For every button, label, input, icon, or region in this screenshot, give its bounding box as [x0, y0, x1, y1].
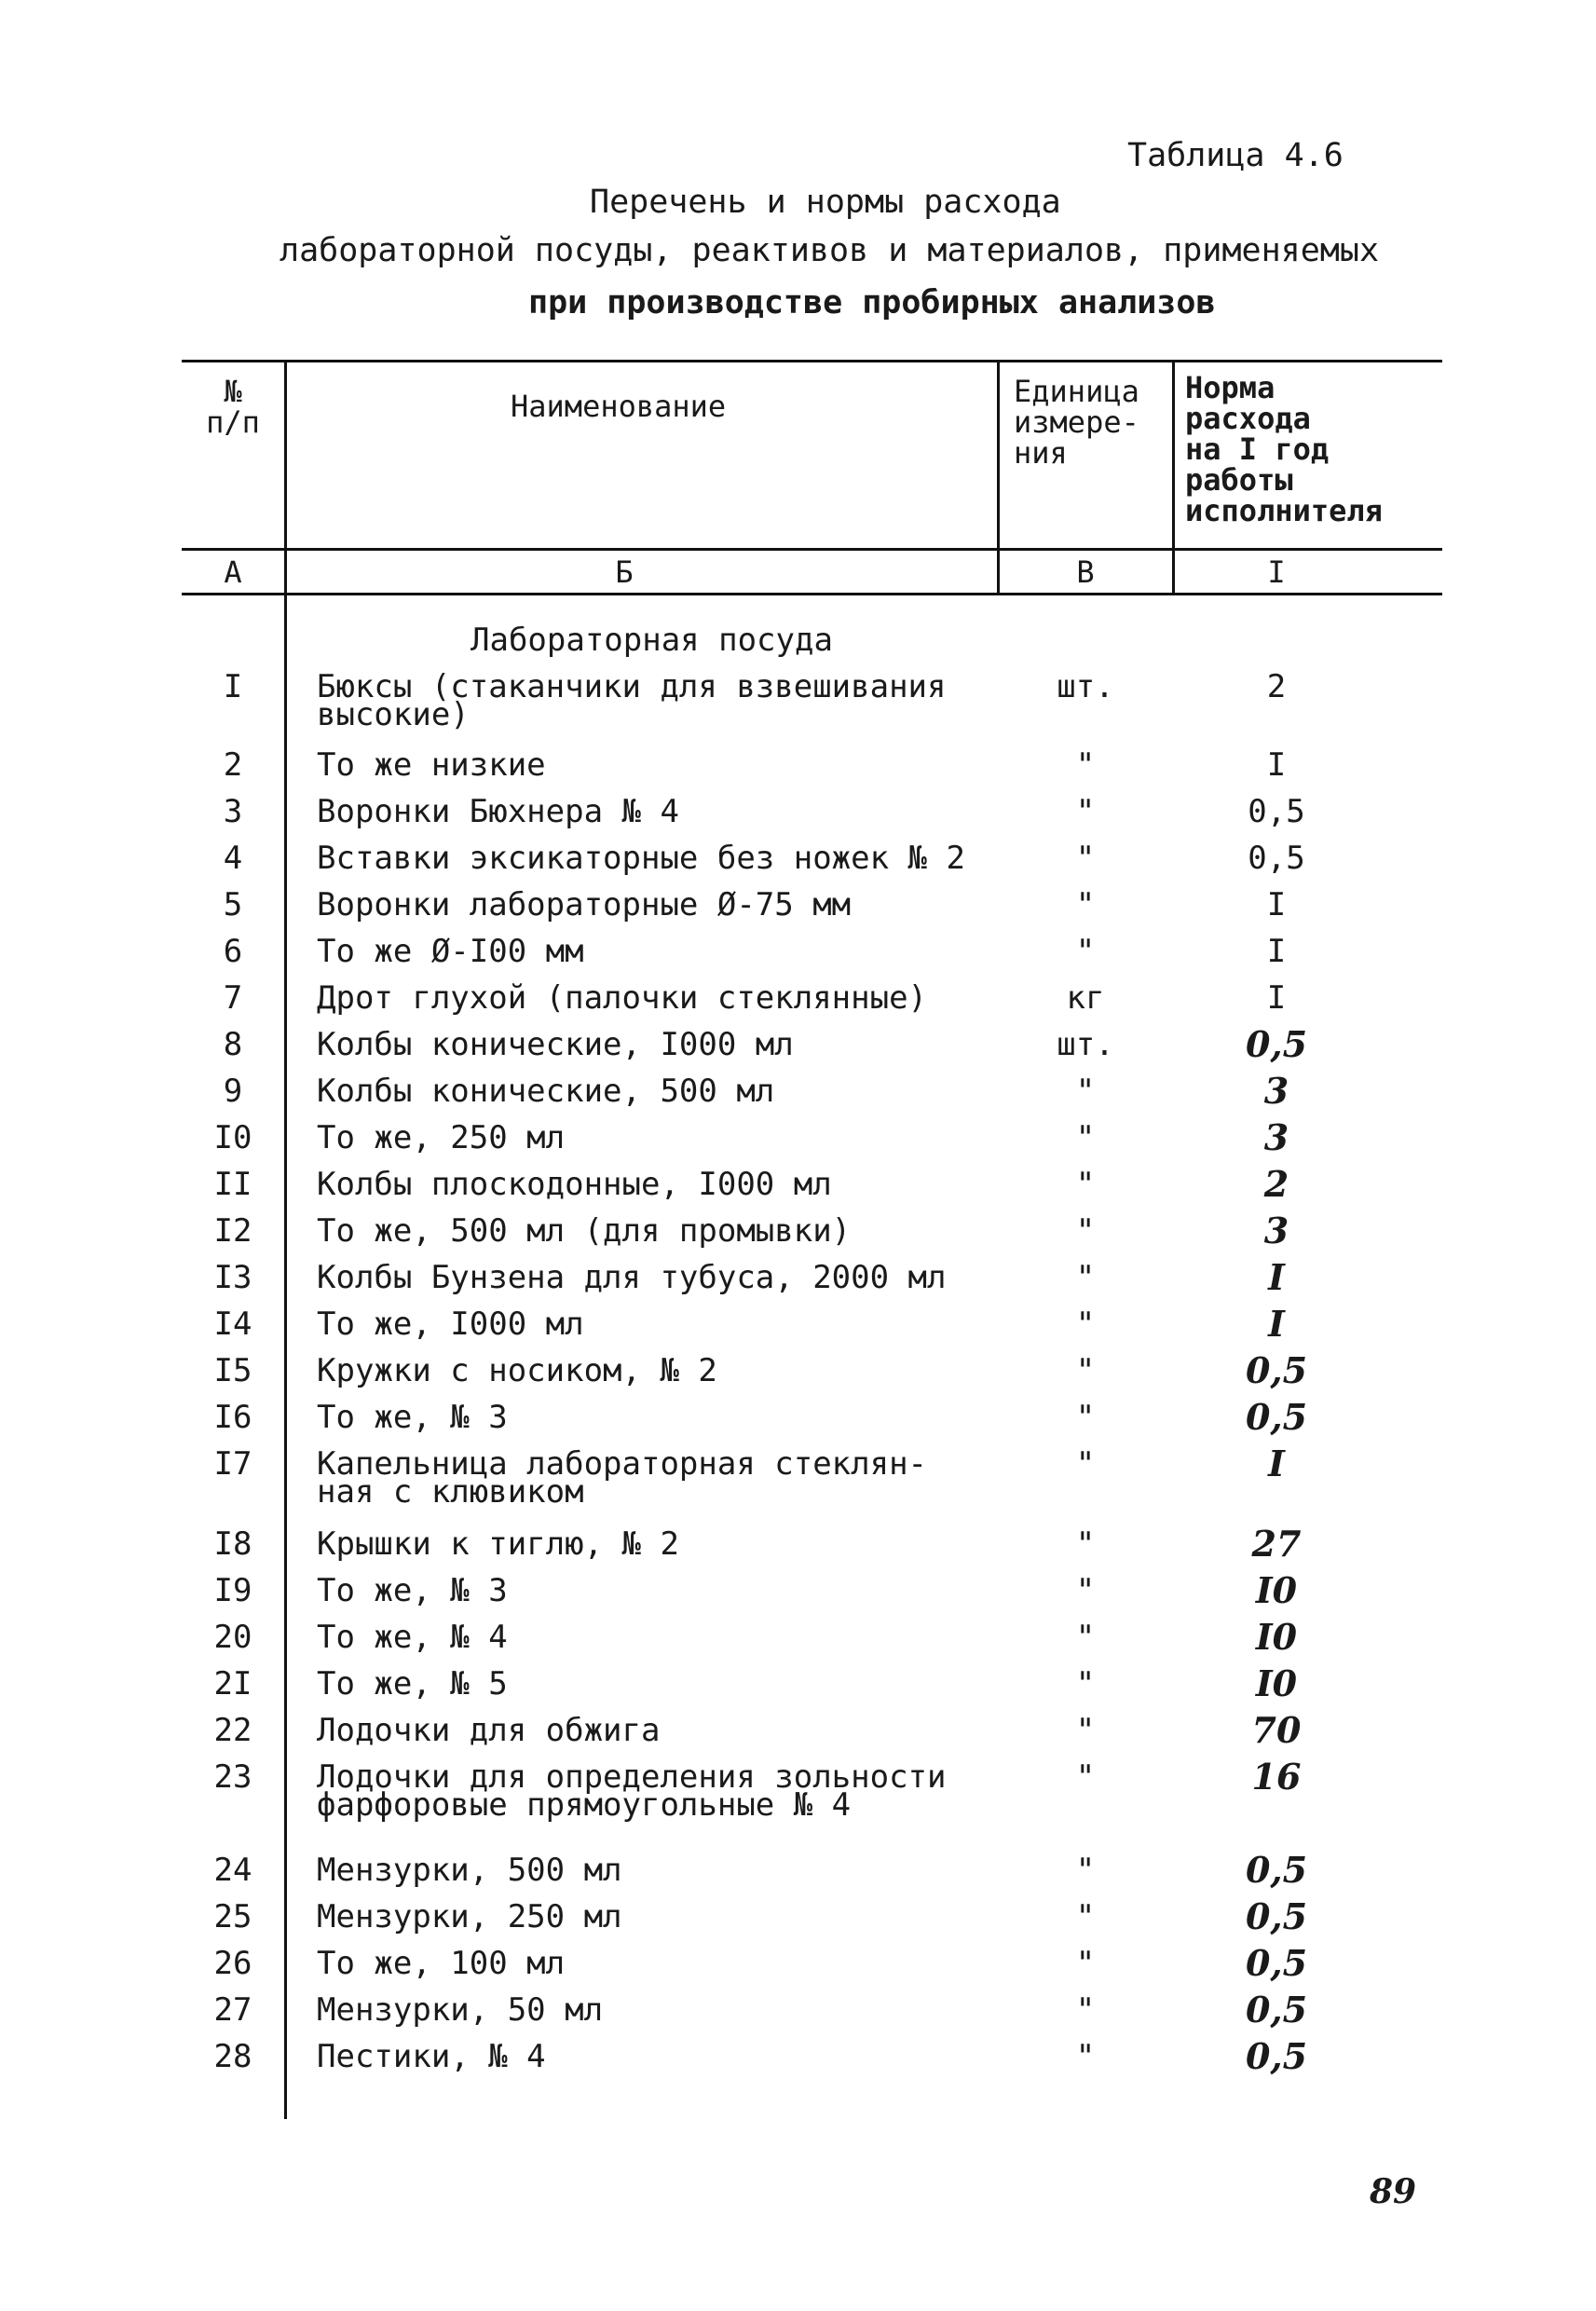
- row-name: Колбы Бунзена для тубуса, 2000 мл: [317, 1259, 947, 1296]
- row-norm: 0,5: [1245, 1023, 1308, 1065]
- row-number: I6: [213, 1399, 252, 1436]
- row-norm: I0: [1255, 1569, 1298, 1611]
- row-norm: 2: [1263, 1163, 1289, 1205]
- row-name: То же, I000 мл: [317, 1306, 584, 1343]
- row-number: II: [213, 1166, 252, 1203]
- row-number: 3: [223, 793, 243, 830]
- row-unit: ": [1075, 1945, 1096, 1982]
- row-name: Мензурки, 50 мл: [317, 1991, 604, 2029]
- row-name-continued: фарфоровые прямоугольные № 4: [317, 1786, 852, 1824]
- code-name: Б: [615, 554, 634, 590]
- row-norm: I: [1266, 746, 1287, 784]
- row-norm: I: [1266, 886, 1287, 923]
- row-number: 27: [213, 1991, 252, 2029]
- header-bottom-rule: [182, 548, 1442, 551]
- row-unit: ": [1075, 840, 1096, 877]
- row-norm: 2: [1266, 668, 1287, 705]
- row-unit: шт.: [1057, 1026, 1114, 1063]
- row-norm: I: [1266, 933, 1287, 970]
- row-name: Колбы плоскодонные, I000 мл: [317, 1166, 832, 1203]
- row-unit: шт.: [1057, 668, 1114, 705]
- row-unit: ": [1075, 1306, 1096, 1343]
- row-number: I9: [213, 1572, 252, 1609]
- table-title-line1: Перечень и нормы расхода: [590, 184, 1061, 221]
- row-unit: ": [1075, 746, 1096, 784]
- row-number: I0: [213, 1119, 252, 1156]
- row-unit: ": [1075, 933, 1096, 970]
- row-number: I4: [213, 1306, 252, 1343]
- row-norm: 0,5: [1248, 840, 1305, 877]
- row-number: 8: [223, 1026, 243, 1063]
- row-name: Вставки эксикаторные без ножек № 2: [317, 840, 965, 877]
- row-norm: I: [1268, 1303, 1285, 1345]
- row-unit: ": [1075, 1352, 1096, 1389]
- table-title-line3: при производстве пробирных анализов: [528, 284, 1216, 321]
- row-number: 22: [213, 1712, 252, 1749]
- row-name: Мензурки, 500 мл: [317, 1852, 622, 1889]
- row-name: То же, № 3: [317, 1399, 508, 1436]
- row-unit: ": [1075, 1665, 1096, 1702]
- row-name: Колбы конические, I000 мл: [317, 1026, 794, 1063]
- row-number: 7: [223, 979, 243, 1017]
- section-title: Лабораторная посуда: [471, 622, 833, 659]
- code-unit: В: [1076, 554, 1095, 590]
- row-norm: 0,5: [1245, 1895, 1308, 1937]
- row-name: То же, № 5: [317, 1665, 508, 1702]
- row-unit: ": [1075, 1259, 1096, 1296]
- page-number: 89: [1370, 2172, 1417, 2211]
- row-unit: ": [1075, 793, 1096, 830]
- table-title-line2: лабораторной посуды, реактивов и материалов, применяемых: [280, 232, 1380, 269]
- row-number: I3: [213, 1259, 252, 1296]
- table-top-rule: [182, 360, 1442, 362]
- row-unit: ": [1075, 1166, 1096, 1203]
- column-divider-name: [997, 360, 1000, 593]
- codes-bottom-rule: [182, 593, 1442, 595]
- row-name: Лодочки для определения зольности: [317, 1758, 947, 1796]
- row-norm: I0: [1255, 1662, 1298, 1704]
- row-name: Дрот глухой (палочки стеклянные): [317, 979, 928, 1017]
- row-name: То же, № 4: [317, 1619, 508, 1656]
- row-name: То же, 100 мл: [317, 1945, 566, 1982]
- row-number: I2: [213, 1212, 252, 1250]
- row-number: 25: [213, 1898, 252, 1935]
- row-name: То же низкие: [317, 746, 546, 784]
- row-norm: I: [1268, 1256, 1285, 1298]
- row-name: Капельница лабораторная стеклян-: [317, 1445, 928, 1483]
- row-norm: 0,5: [1245, 1396, 1308, 1438]
- header-norm: Норма расхода на I год работы исполнителя: [1185, 370, 1383, 528]
- row-name: Воронки лабораторные Ø-75 мм: [317, 886, 852, 923]
- row-unit: кг: [1066, 979, 1105, 1017]
- row-name: Бюксы (стаканчики для взвешивания: [317, 668, 947, 705]
- row-number: 4: [223, 840, 243, 877]
- row-name: Пестики, № 4: [317, 2038, 546, 2075]
- row-unit: ": [1075, 1758, 1096, 1796]
- row-unit: ": [1075, 1525, 1096, 1563]
- row-number: 2I: [213, 1665, 252, 1702]
- row-norm: 0,5: [1245, 1989, 1308, 2031]
- row-norm: 3: [1263, 1116, 1289, 1158]
- row-norm: 0,5: [1248, 793, 1305, 830]
- row-number: I5: [213, 1352, 252, 1389]
- row-number: 6: [223, 933, 243, 970]
- row-norm: 16: [1251, 1756, 1302, 1798]
- row-unit: ": [1075, 2038, 1096, 2075]
- row-norm: I0: [1255, 1616, 1298, 1658]
- row-norm: 0,5: [1245, 1349, 1308, 1391]
- row-norm: 3: [1263, 1210, 1289, 1251]
- row-unit: ": [1075, 1991, 1096, 2029]
- row-unit: ": [1075, 1119, 1096, 1156]
- row-number: 28: [213, 2038, 252, 2075]
- row-unit: ": [1075, 1445, 1096, 1483]
- row-name: Мензурки, 250 мл: [317, 1898, 622, 1935]
- table-label: Таблица 4.6: [1127, 137, 1344, 174]
- row-number: 20: [213, 1619, 252, 1656]
- row-number: 24: [213, 1852, 252, 1889]
- row-number: 9: [223, 1073, 243, 1110]
- row-name: То же, 500 мл (для промывки): [317, 1212, 852, 1250]
- row-number: 5: [223, 886, 243, 923]
- row-number: 26: [213, 1945, 252, 1982]
- column-divider-unit: [1172, 360, 1175, 593]
- row-norm: I: [1266, 979, 1287, 1017]
- row-number: 2: [223, 746, 243, 784]
- row-norm: 27: [1251, 1523, 1302, 1565]
- row-name: То же, № 3: [317, 1572, 508, 1609]
- row-name: Крышки к тиглю, № 2: [317, 1525, 679, 1563]
- row-number: I: [223, 668, 243, 705]
- row-unit: ": [1075, 1073, 1096, 1110]
- row-unit: ": [1075, 1399, 1096, 1436]
- row-name: Колбы конические, 500 мл: [317, 1073, 775, 1110]
- row-name-continued: ная с клювиком: [317, 1473, 584, 1511]
- header-unit: Единица измере- ния: [1014, 374, 1139, 471]
- row-unit: ": [1075, 1619, 1096, 1656]
- row-norm: 0,5: [1245, 2035, 1308, 2077]
- row-norm: 0,5: [1245, 1849, 1308, 1891]
- code-norm: I: [1267, 554, 1286, 590]
- row-unit: ": [1075, 1572, 1096, 1609]
- row-norm: 0,5: [1245, 1942, 1308, 1984]
- column-divider-num: [284, 360, 287, 2119]
- header-name: Наименование: [511, 389, 727, 424]
- row-number: I7: [213, 1445, 252, 1483]
- row-name: То же Ø-I00 мм: [317, 933, 584, 970]
- row-norm: I: [1268, 1443, 1285, 1484]
- row-name: Воронки Бюхнера № 4: [317, 793, 679, 830]
- row-name: То же, 250 мл: [317, 1119, 566, 1156]
- row-unit: ": [1075, 1852, 1096, 1889]
- header-num: № п/п: [206, 374, 260, 440]
- row-number: I8: [213, 1525, 252, 1563]
- row-norm: 70: [1251, 1709, 1302, 1751]
- row-unit: ": [1075, 886, 1096, 923]
- row-unit: ": [1075, 1212, 1096, 1250]
- row-norm: 3: [1263, 1070, 1289, 1112]
- row-number: 23: [213, 1758, 252, 1796]
- row-name: Лодочки для обжига: [317, 1712, 661, 1749]
- row-name-continued: высокие): [317, 696, 470, 733]
- row-name: Кружки с носиком, № 2: [317, 1352, 717, 1389]
- code-num: А: [224, 554, 242, 590]
- row-unit: ": [1075, 1898, 1096, 1935]
- row-unit: ": [1075, 1712, 1096, 1749]
